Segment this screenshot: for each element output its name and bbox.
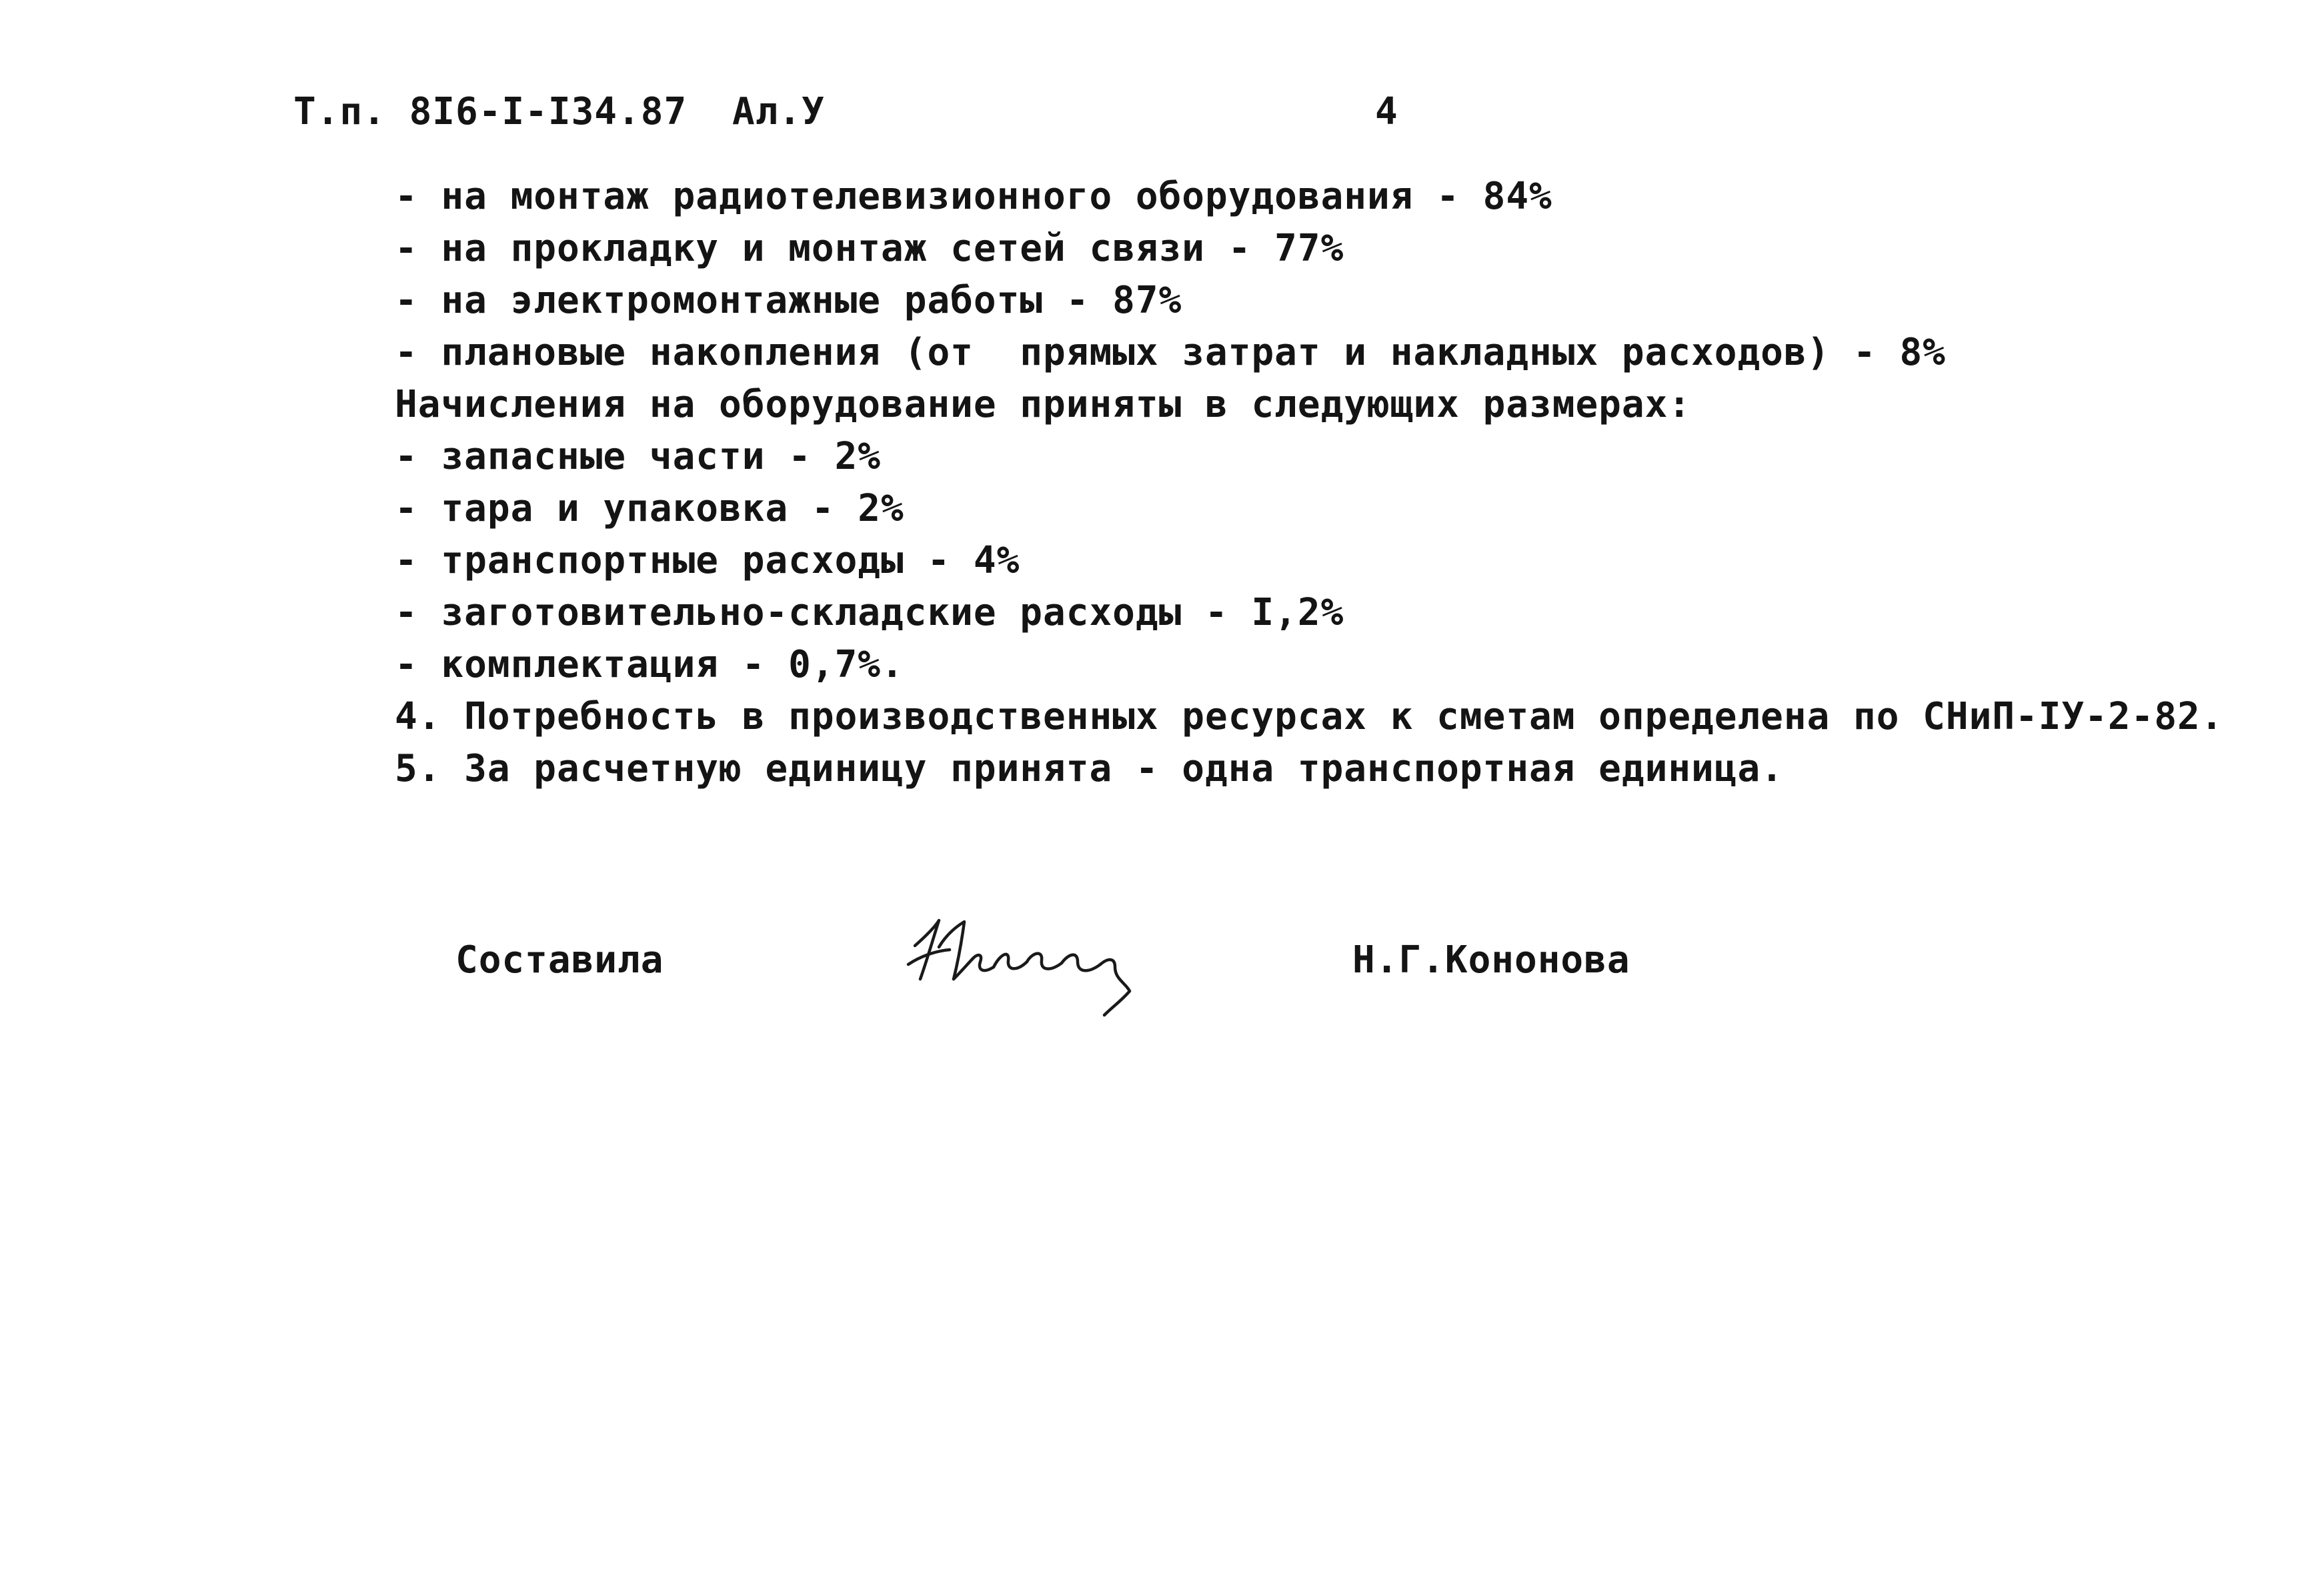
text-line: - на монтаж радиотелевизионного оборудования - 84% xyxy=(395,175,1552,218)
signatory-name: Н.Г.Кононова xyxy=(1352,938,1630,982)
text-line: Начисления на оборудование приняты в следующих размерах: xyxy=(395,383,1692,426)
text-line: - запасные части - 2% xyxy=(395,435,882,478)
text-line: - на прокладку и монтаж сетей связи - 77% xyxy=(395,227,1344,270)
text-line: - транспортные расходы - 4% xyxy=(395,539,1020,582)
text-line: - плановые накопления (от прямых затрат и накладных расходов) - 8% xyxy=(395,331,1946,374)
text-line: - комплектация - 0,7%. xyxy=(395,643,904,686)
sheet-label: Ал.У xyxy=(732,90,825,133)
page-number: 4 xyxy=(1375,90,1398,133)
text-line: 4. Потребность в производственных ресурсах к сметам определена по СНиП-IУ-2-82. xyxy=(395,695,2224,738)
document-code: Т.п. 8I6-I-I34.87 xyxy=(293,90,688,133)
text-line: 5. За расчетную единицу принята - одна транспортная единица. xyxy=(395,747,1784,790)
text-line: - заготовительно-складские расходы - I,2% xyxy=(395,591,1344,634)
text-line: - на электромонтажные работы - 87% xyxy=(395,279,1182,322)
handwritten-signature xyxy=(900,907,1160,1020)
signature-label: Составила xyxy=(455,938,664,982)
text-line: - тара и упаковка - 2% xyxy=(395,487,904,530)
